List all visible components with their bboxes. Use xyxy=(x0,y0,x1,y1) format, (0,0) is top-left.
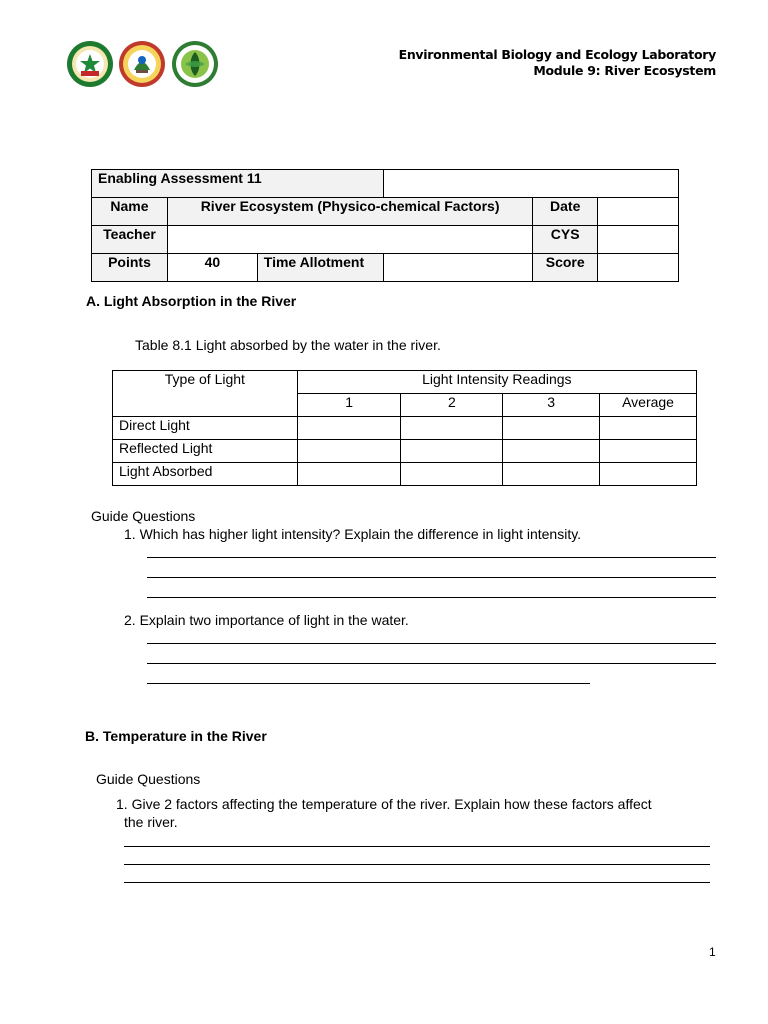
row-label-light-absorbed: Light Absorbed xyxy=(113,463,298,486)
table-cell[interactable] xyxy=(600,463,697,486)
points-value: 40 xyxy=(167,254,257,282)
answer-line[interactable] xyxy=(124,864,710,865)
department-seal-logo xyxy=(171,40,219,88)
row-label-direct-light: Direct Light xyxy=(113,417,298,440)
table-cell[interactable] xyxy=(600,417,697,440)
college-seal-logo xyxy=(118,40,166,88)
answer-line[interactable] xyxy=(147,597,716,598)
table-cell[interactable] xyxy=(297,417,401,440)
guide-questions-label-a: Guide Questions xyxy=(91,508,196,524)
score-field[interactable] xyxy=(598,254,679,282)
date-label: Date xyxy=(533,198,598,226)
score-label: Score xyxy=(533,254,598,282)
table-cell[interactable] xyxy=(503,417,600,440)
time-allotment-label: Time Allotment xyxy=(257,254,383,282)
answer-line[interactable] xyxy=(124,846,710,847)
light-intensity-table xyxy=(112,370,697,486)
table-cell[interactable] xyxy=(401,463,503,486)
name-label: Name xyxy=(92,198,168,226)
answer-line[interactable] xyxy=(147,663,716,664)
time-allotment-field[interactable] xyxy=(383,254,533,282)
col-header-2: 2 xyxy=(401,394,503,417)
cys-field[interactable] xyxy=(598,226,679,254)
table-cell[interactable] xyxy=(503,440,600,463)
col-header-3: 3 xyxy=(503,394,600,417)
answer-line[interactable] xyxy=(147,577,716,578)
col-header-1: 1 xyxy=(297,394,401,417)
teacher-label: Teacher xyxy=(92,226,168,254)
answer-line[interactable] xyxy=(147,557,716,558)
table-cell[interactable] xyxy=(401,440,503,463)
date-field[interactable] xyxy=(598,198,679,226)
name-value: River Ecosystem (Physico-chemical Factors) xyxy=(167,198,532,226)
table-cell[interactable] xyxy=(503,463,600,486)
question-a2: 2. Explain two importance of light in the water. xyxy=(124,612,409,628)
assessment-blank-cell xyxy=(383,170,678,198)
teacher-field[interactable] xyxy=(167,226,532,254)
points-label: Points xyxy=(92,254,168,282)
question-a1: 1. Which has higher light intensity? Explain the difference in light intensity. xyxy=(124,526,582,542)
page-number: 1 xyxy=(709,945,716,959)
table-cell[interactable] xyxy=(600,440,697,463)
university-seal-logo xyxy=(66,40,114,88)
question-b1-line2: the river. xyxy=(124,814,178,830)
module-title: Module 9: River Ecosystem xyxy=(533,63,716,78)
type-of-light-header: Type of Light xyxy=(113,371,298,417)
answer-line[interactable] xyxy=(147,683,590,684)
table-cell[interactable] xyxy=(297,463,401,486)
answer-line[interactable] xyxy=(147,643,716,644)
readings-header: Light Intensity Readings xyxy=(297,371,696,394)
question-b1-line1: 1. Give 2 factors affecting the temperature of the river. Explain how these factors affect xyxy=(116,796,652,812)
table-caption: Table 8.1 Light absorbed by the water in the river. xyxy=(135,337,441,353)
assessment-title: Enabling Assessment 11 xyxy=(92,170,384,198)
col-header-average: Average xyxy=(600,394,697,417)
table-cell[interactable] xyxy=(297,440,401,463)
guide-questions-label-b: Guide Questions xyxy=(96,771,201,787)
lab-title: Environmental Biology and Ecology Laboratory xyxy=(398,47,716,62)
row-label-reflected-light: Reflected Light xyxy=(113,440,298,463)
answer-line[interactable] xyxy=(124,882,710,883)
cys-label: CYS xyxy=(533,226,598,254)
section-a-heading: A. Light Absorption in the River xyxy=(86,293,297,309)
section-b-heading: B. Temperature in the River xyxy=(85,728,267,744)
table-cell[interactable] xyxy=(401,417,503,440)
assessment-info-table xyxy=(91,169,679,282)
